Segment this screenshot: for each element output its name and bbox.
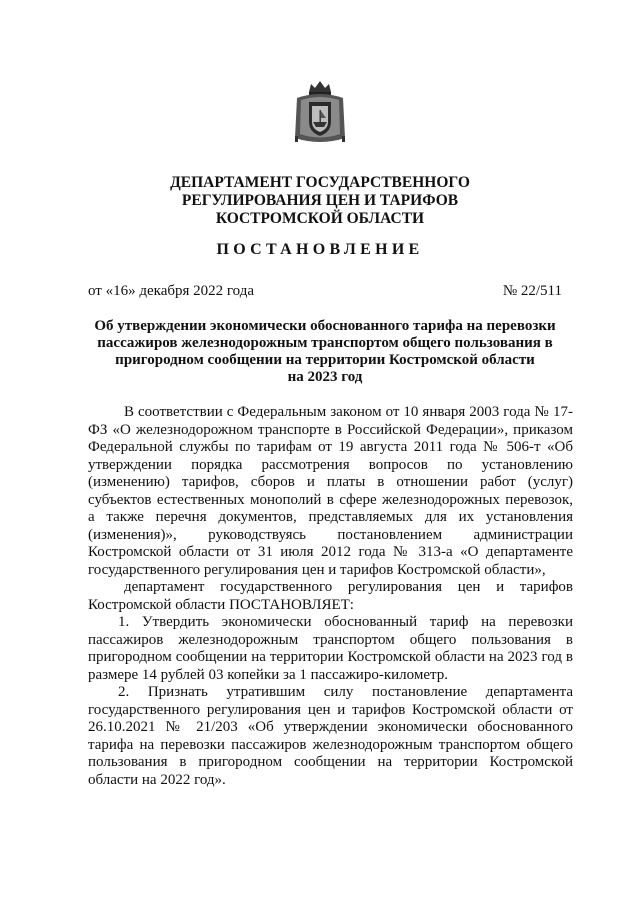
- document-date: от «16» декабря 2022 года: [88, 283, 255, 299]
- subject-line: пассажиров железнодорожным транспортом общего пользования в: [97, 335, 553, 351]
- department-line: КОСТРОМСКОЙ ОБЛАСТИ: [215, 210, 425, 227]
- item-1-paragraph: 1. Утвердить экономически обоснованный тариф на перевозки пассажиров железнодорожным транспортом общего пользования в пригородном сообщении на территории Костромской области на 2023 год в размере 14 рублей 03 копейки за 1 пассажиро-километр.: [88, 614, 573, 683]
- item-2-paragraph: 2. Признать утратившим силу постановление департамента государственного регулирования цен и тарифов Костромской области от 26.10.2021 № 21/203 «Об утверждении экономически обоснованного тарифа на перевозки пассажиров железнодорожным транспортом общего пользования в пригородном сообщении на территории Костромской области на 2022 год».: [88, 684, 573, 788]
- department-line: РЕГУЛИРОВАНИЯ ЦЕН И ТАРИФОВ: [181, 192, 459, 209]
- document-number: № 22/511: [502, 283, 562, 299]
- date-number-line: [88, 282, 562, 300]
- document-subject: [80, 318, 570, 386]
- kostroma-coat-of-arms-icon: [291, 78, 349, 146]
- resolves-paragraph: департамент государственного регулирования цен и тарифов Костромской области ПОСТАНОВЛЯЕТ:: [88, 579, 573, 613]
- subject-line: Об утверждении экономически обоснованного тарифа на перевозки: [94, 318, 556, 334]
- subject-line: пригородном сообщении на территории Костромской области: [115, 352, 535, 368]
- subject-line: на 2023 год: [287, 369, 363, 385]
- department-line: ДЕПАРТАМЕНТ ГОСУДАРСТВЕННОГО: [170, 174, 470, 191]
- document-type-heading: ПОСТАНОВЛЕНИЕ: [216, 241, 424, 258]
- document-body: [88, 404, 573, 789]
- department-name: [60, 174, 580, 228]
- preamble-paragraph: В соответствии с Федеральным законом от 10 января 2003 года № 17-ФЗ «О железнодорожном транспорте в Российской Федерации», приказом Федеральной службы по тарифам от 19 августа 2011 года № 506-т «Об утверждении порядка рассмотрения вопросов по установлению (изменению) тарифов, сборов и платы в отношении работ (услуг) субъектов естественных монополий в сфере железнодорожных перевозок, а также перечня документов, представляемых для их установления (изменения)», руководствуясь постановлением администрации Костромской области от 31 июля 2012 года № 313-а «О департаменте государственного регулирования цен и тарифов Костромской области»,: [88, 404, 573, 578]
